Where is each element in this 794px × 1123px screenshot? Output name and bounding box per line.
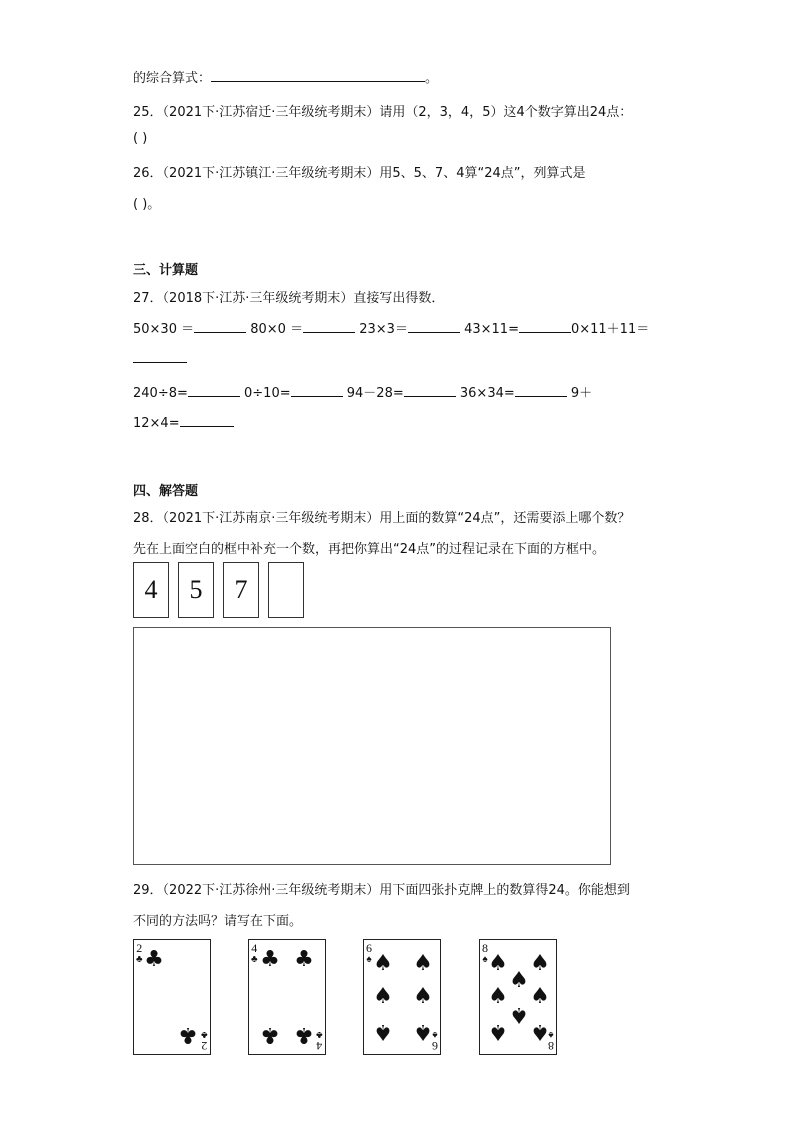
club-icon: ♣ bbox=[294, 1022, 314, 1047]
playing-card-8-spades bbox=[479, 939, 557, 1055]
section-4-heading: 四、解答题 bbox=[133, 484, 199, 499]
card-corner: 2 ♣ bbox=[136, 941, 143, 965]
spade-icon: ♠ bbox=[509, 968, 529, 993]
expr: 80×0 ＝ bbox=[250, 322, 304, 337]
card-corner: 2 ♣ bbox=[201, 1029, 208, 1053]
spade-icon: ♠ bbox=[432, 1029, 438, 1040]
answer-blank[interactable] bbox=[188, 384, 240, 397]
spade-icon: ♠ bbox=[530, 1019, 550, 1044]
number-box-3: 7 bbox=[223, 562, 259, 618]
card-corner: 4 ♣ bbox=[316, 1029, 323, 1053]
card-corner: 6 ♠ bbox=[432, 1029, 438, 1053]
expr: 9＋ bbox=[570, 386, 593, 401]
question-28-text-2: 先在上面空白的框中补充一个数，再把你算出“24点”的过程记录在下面的方框中。 bbox=[133, 542, 606, 557]
q27-row-1 bbox=[133, 318, 649, 337]
answer-box[interactable] bbox=[133, 627, 611, 865]
club-icon: ♣ bbox=[316, 1029, 323, 1040]
expr: 12×4= bbox=[133, 416, 180, 431]
number-box-blank[interactable] bbox=[268, 562, 304, 618]
expr: 43×11= bbox=[464, 322, 519, 337]
answer-blank[interactable] bbox=[404, 384, 456, 397]
spade-icon: ♠ bbox=[488, 1019, 508, 1044]
question-29-text: 29．（2022下·江苏徐州·三年级统考期末）用下面四张扑克牌上的数算得24。你能想到 bbox=[133, 883, 630, 898]
club-icon: ♣ bbox=[201, 1029, 208, 1040]
spade-icon: ♠ bbox=[413, 951, 433, 976]
spade-icon: ♠ bbox=[488, 951, 508, 976]
expr: 23×3＝ bbox=[359, 322, 408, 337]
card-corner: 8 ♠ bbox=[482, 941, 488, 965]
spade-icon: ♠ bbox=[413, 984, 433, 1009]
spade-icon: ♠ bbox=[509, 1002, 529, 1027]
club-icon: ♣ bbox=[136, 954, 143, 965]
expr: 36×34= bbox=[459, 386, 515, 401]
spade-icon: ♠ bbox=[413, 1019, 433, 1044]
spade-icon: ♠ bbox=[373, 1019, 393, 1044]
question-27-text: 27．（2018下·江苏·三年级统考期末）直接写出得数． bbox=[133, 291, 445, 306]
question-25-text: 25．（2021下·江苏宿迁·三年级统考期末）请用（2，3，4，5）这4个数字算出24点： bbox=[133, 105, 633, 120]
playing-card-2-clubs bbox=[133, 939, 211, 1055]
playing-card-4-clubs bbox=[248, 939, 326, 1055]
expr: 94－28= bbox=[346, 386, 404, 401]
expr: 50×30 ＝ bbox=[133, 322, 195, 337]
spade-icon: ♠ bbox=[373, 984, 393, 1009]
card-corner: 4 ♣ bbox=[251, 941, 258, 965]
answer-blank[interactable] bbox=[194, 320, 246, 333]
club-icon: ♣ bbox=[294, 947, 314, 972]
q27-row-1-wrap bbox=[133, 350, 187, 367]
answer-blank[interactable] bbox=[180, 414, 234, 427]
card-corner: 6 ♠ bbox=[366, 941, 372, 965]
question-25-answer-paren[interactable]: ( ) bbox=[133, 131, 148, 146]
answer-blank[interactable] bbox=[519, 320, 571, 333]
answer-blank[interactable] bbox=[211, 69, 425, 82]
number-box-1: 4 bbox=[133, 562, 169, 618]
question-29-text-2: 不同的方法吗？请写在下面。 bbox=[133, 914, 303, 929]
answer-blank[interactable] bbox=[408, 320, 460, 333]
club-icon: ♣ bbox=[260, 1022, 280, 1047]
section-3-heading: 三、计算题 bbox=[133, 263, 199, 278]
question-26-text: 26．（2021下·江苏镇江·三年级统考期末）用5、5、7、4算“24点”，列算式是 bbox=[133, 166, 586, 181]
club-icon: ♣ bbox=[178, 1022, 198, 1047]
club-icon: ♣ bbox=[260, 947, 280, 972]
club-icon: ♣ bbox=[144, 947, 164, 972]
spade-icon: ♠ bbox=[373, 951, 393, 976]
playing-card-6-spades bbox=[363, 939, 441, 1055]
q27-row-3 bbox=[133, 414, 234, 431]
answer-blank[interactable] bbox=[133, 350, 187, 363]
number-box-2: 5 bbox=[178, 562, 214, 618]
question-28-text: 28．（2021下·江苏南京·三年级统考期末）用上面的数算“24点”，还需要添上哪个数？ bbox=[133, 511, 631, 526]
expr: 240÷8= bbox=[133, 386, 188, 401]
spade-icon: ♠ bbox=[366, 954, 372, 965]
q24-tail-line: 的综合算式： 。 bbox=[133, 71, 439, 86]
spade-icon: ♠ bbox=[548, 1029, 554, 1040]
spade-icon: ♠ bbox=[530, 951, 550, 976]
card-corner: 8 ♠ bbox=[548, 1029, 554, 1053]
spade-icon: ♠ bbox=[482, 954, 488, 965]
question-26-answer-paren[interactable]: ( )。 bbox=[133, 197, 161, 212]
club-icon: ♣ bbox=[251, 954, 258, 965]
answer-blank[interactable] bbox=[515, 384, 567, 397]
answer-blank[interactable] bbox=[303, 320, 355, 333]
spade-icon: ♠ bbox=[488, 984, 508, 1009]
expr: 0×11＋11＝ bbox=[570, 322, 650, 337]
expr: 0÷10= bbox=[244, 386, 291, 401]
q27-row-2 bbox=[133, 382, 592, 401]
spade-icon: ♠ bbox=[530, 984, 550, 1009]
answer-blank[interactable] bbox=[291, 384, 343, 397]
